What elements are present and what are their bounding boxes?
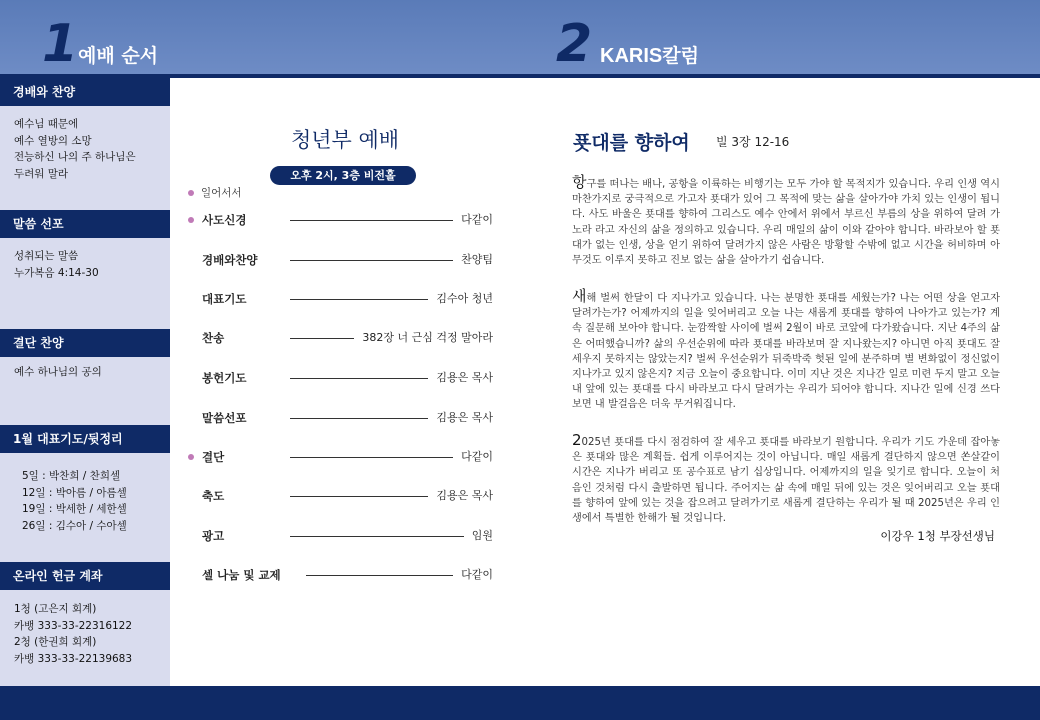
service-order-item: [188, 565, 493, 585]
service-item-name: 결단: [202, 450, 225, 464]
sidebar-line: 2청 (한권희 회계): [14, 636, 97, 648]
service-order-item: [188, 526, 493, 546]
sidebar-line: 성취되는 말씀: [14, 250, 79, 262]
bullet-dot-icon: [188, 454, 194, 460]
service-item-leader: 김수아 청년: [436, 292, 493, 305]
sidebar-line: 두려워 말라: [14, 167, 69, 180]
service-item-leader: 다같이: [461, 213, 493, 226]
service-order-item: [188, 328, 493, 348]
leader-line: [290, 220, 453, 221]
service-item-name: 찬송: [202, 331, 225, 345]
section-title-column: [600, 41, 699, 68]
brand-name: KARIS: [600, 45, 663, 67]
sidebar-line: 26일 : 김수아 / 수아셀: [22, 519, 127, 532]
sidebar-offering-list: [14, 601, 132, 667]
sidebar-heading-offering: 온라인 헌금 계좌: [0, 562, 170, 590]
sidebar: [0, 78, 170, 686]
service-item-name: 대표기도: [202, 292, 247, 306]
column-paragraph: [572, 289, 1000, 413]
sidebar-sermon-list: [14, 248, 99, 281]
paragraph-text: 해 벌써 한달이 다 지나가고 있습니다. 나는 분명한 푯대를 세웠는가? 나는 어떤 상을 얻고자 달려가는가? 어제까지의 일을 잊어버리고 오늘 나는 새롭게 푯대를 향하여 나아가고 있는가? 계속 질문해 보아야 합니다. 눈깜짝할 사이에 벌써 2월이 바로 코앞에 다가왔습니다. 지난 4주의 삶은 어떠했습니까? 삶의 우선순위에 따라 푯대를 바라보며 잘 지나왔는지? 아니면 아직 푯대도 잘 세우지 못하지는 않았는지? 벌써 우선순위가 뒤죽박죽 헛된 일에 분주하며 별 변화없이 정신없이 지나가고 있지 않은지? 지금 오늘이 중요합니다. 이미 지난 것은 지나간 일로 미련 두지 말고 오늘 내 앞에 있는 푯대를 다시 바라보고 다시 달려가는 우리가 되어야 합니다. 지나간 일에 신경 쓰다 보면 내 발걸음은 더욱 무거워집니다.: [572, 293, 1000, 411]
paragraph-text: 구를 떠나는 배나, 공항을 이륙하는 비행기는 모두 가야 할 목적지가 있습니다. 우리 인생 역시 마찬가지로 궁극적으로 가고자 푯대가 있어 그 목적에 맞는 삶을 살아가야 가치 있는 인생이 됩니다. 사도 바울은 푯대를 향하여 그리스도 예수 안에서 위에서 부르신 부름의 상을 위하여 달려 가노라 라고 자신의 삶을 정의하고 있습니다. 우리 매일의 삶이 이와 같아야 합니다. 바라보아 할 푯대가 없는 인생, 상을 얻기 위하여 달려가지 않은 사람은 방황할 수밖에 없고 시간을 허비하며 아무것도 이루지 못하고 진보 없는 삶을 살아가기 쉽습니다.: [572, 179, 1000, 267]
sidebar-heading-praise: 경배와 찬양: [0, 78, 170, 106]
sidebar-line: 전능하신 나의 주 하나님은: [14, 151, 136, 163]
bullet-dot-icon: [188, 190, 194, 196]
footer-bar: [0, 686, 1040, 720]
service-item-name: 봉헌기도: [202, 371, 247, 385]
service-order-item: [188, 486, 493, 506]
sidebar-heading-sermon: 말씀 선포: [0, 210, 170, 238]
leader-line: [290, 496, 428, 497]
bullet-dot-icon: [188, 217, 194, 223]
service-title: 청년부 예배: [290, 128, 400, 152]
service-order-item: [188, 289, 493, 309]
service-item-leader: 다같이: [461, 568, 493, 581]
sidebar-line: 카뱅 333-33-22316122: [14, 619, 133, 632]
sidebar-decision-song-list: [14, 364, 102, 381]
column-title: 푯대를 향하여: [573, 132, 690, 154]
service-item-name: 셀 나눔 및 교제: [202, 568, 281, 582]
sidebar-line: 누가복음 4:14-30: [14, 266, 99, 279]
sidebar-line: 예수 하나님의 공의: [14, 366, 102, 378]
column-scripture-ref: 빌 3장 12-16: [716, 135, 790, 149]
service-item-name: 광고: [202, 529, 225, 543]
sidebar-line: 19일 : 박세한 / 세한셀: [22, 503, 127, 515]
service-item-name: 말씀선포: [202, 411, 247, 425]
leader-line: [290, 338, 354, 339]
leader-line: [290, 378, 428, 379]
leader-line: [306, 575, 453, 576]
service-item-name: 경배와찬양: [202, 253, 258, 267]
section-title-order: 예배 순서: [78, 45, 159, 67]
leader-line: [290, 418, 428, 419]
leader-line: [290, 299, 428, 300]
stand-note: [188, 185, 242, 200]
sidebar-praise-list: [14, 116, 136, 182]
service-item-leader: 찬양팀: [461, 253, 493, 266]
column-paragraph: [572, 433, 1000, 526]
column-author: 이강우 1청 부장선생님: [880, 529, 995, 543]
drop-cap: 2: [572, 431, 582, 449]
service-item-leader: 김용은 목사: [436, 371, 493, 384]
sidebar-heading-decision-song: 결단 찬양: [0, 329, 170, 357]
column-paragraph: [572, 175, 1000, 268]
sidebar-prayer-duty-list: [14, 468, 127, 534]
service-item-leader: 김용은 목사: [436, 489, 493, 502]
sidebar-line: 5일 : 박찬희 / 찬희셀: [22, 470, 121, 482]
leader-line: [290, 457, 453, 458]
section-number-2: 2: [556, 14, 591, 74]
sidebar-line: 12일 : 박아름 / 아름셀: [22, 486, 127, 499]
column-label: 칼럼: [662, 45, 699, 67]
service-order-item: [188, 250, 493, 270]
sidebar-line: 카뱅 333-33-22139683: [14, 652, 133, 665]
sidebar-line: 1청 (고은지 회계): [14, 603, 97, 615]
service-order-item: [188, 210, 493, 230]
sidebar-heading-prayer-duty: 1월 대표기도/뒷정리: [0, 425, 170, 453]
service-item-leader: 382장 너 근심 걱정 말아라: [362, 331, 493, 344]
drop-cap: 항: [572, 173, 587, 191]
service-item-leader: 김용은 목사: [436, 411, 493, 424]
service-order-item: [188, 408, 493, 428]
paragraph-text: 025년 푯대를 다시 점검하여 잘 세우고 푯대를 바라보기 원합니다. 우리가 기도 가운데 잡아놓은 푯대와 많은 계획들. 쉽게 이루어지는 것이 아닙니다. 매일 새롭게 결단하지 않으면 쏜살같이 시간은 지나가 버리고 또 공수표로 남기 십상입니다. 어제까지의 일을 잊기로 합니다. 오늘이 처음인 것처럼 다시 출발하면 됩니다. 주어지는 삶 속에 매일 뒤에 있는 것은 잊어버리고 오늘 푯대를 향하여 앞에 있는 것을 잡으려고 달려가기로 새롭게 결단하는 우리가 될 때 2025년은 우리 인생에서 특별한 한해가 될 것입니다.: [572, 437, 1000, 525]
leader-line: [290, 260, 453, 261]
service-item-name: 사도신경: [202, 213, 247, 227]
leader-line: [290, 536, 464, 537]
section-number-1: 1: [42, 14, 77, 74]
sidebar-line: 예수 열방의 소망: [14, 134, 92, 147]
drop-cap: 새: [572, 287, 587, 305]
sidebar-line: 예수님 때문에: [14, 118, 79, 130]
service-item-name: 축도: [202, 489, 225, 503]
stand-note-text: 일어서서: [201, 187, 242, 199]
service-order-item: [188, 447, 493, 467]
service-time-badge: 오후 2시, 3층 비전홀: [270, 166, 416, 185]
service-order-item: [188, 368, 493, 388]
service-item-leader: 다같이: [461, 450, 493, 463]
service-item-leader: 임원: [471, 529, 493, 542]
